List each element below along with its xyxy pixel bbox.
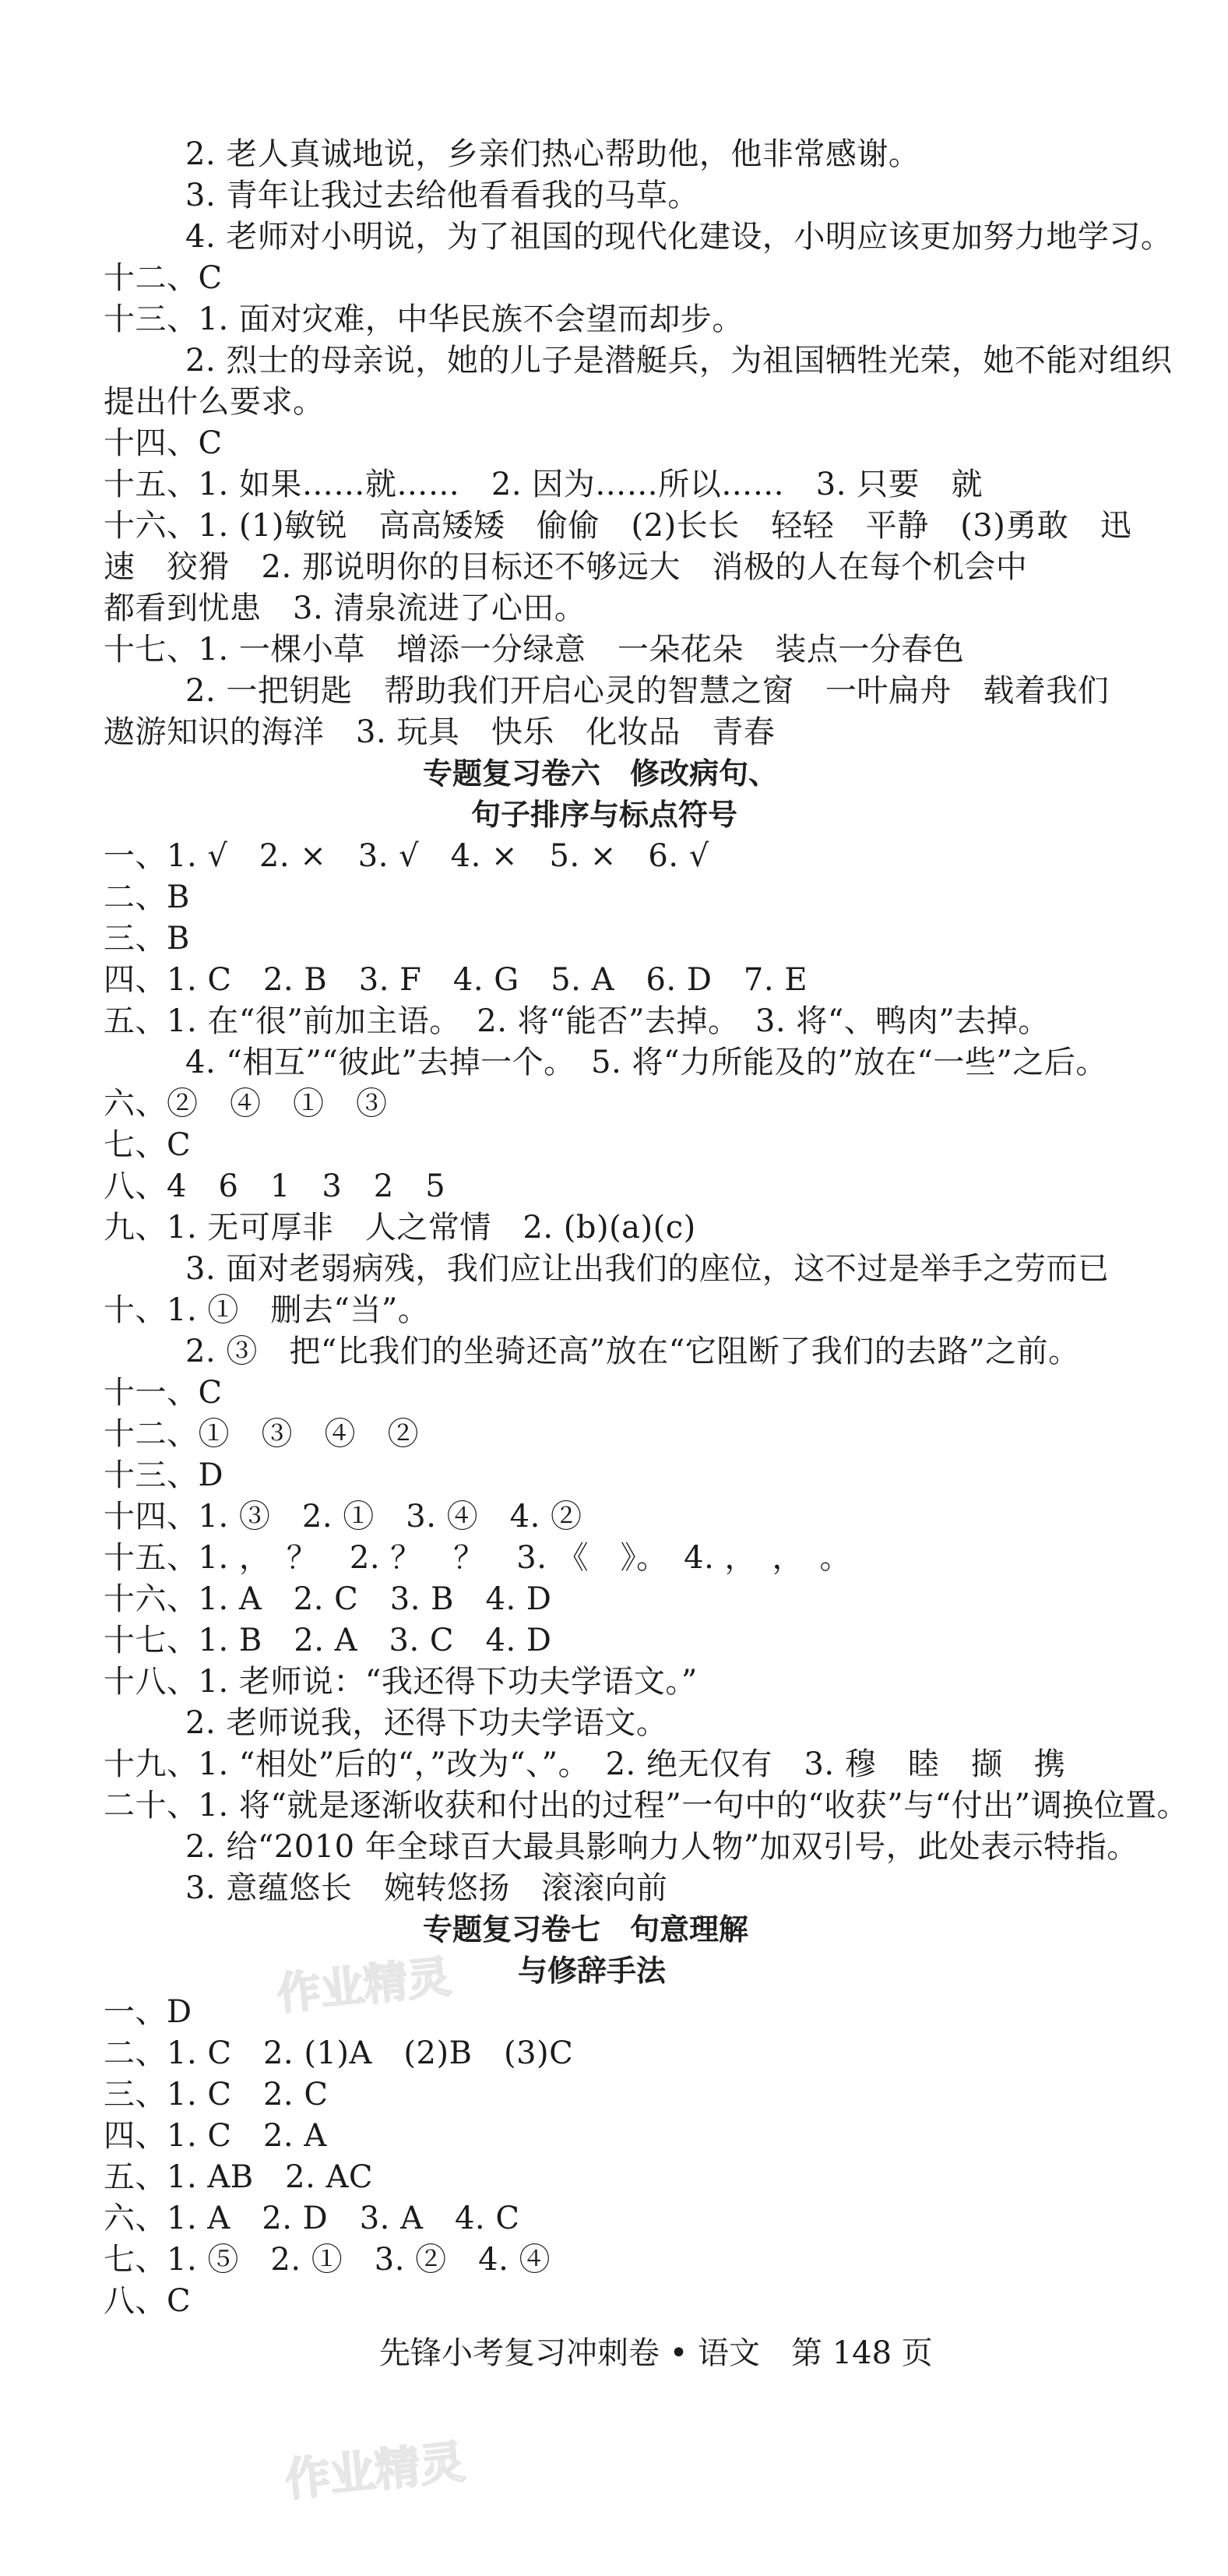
answer-line: 十八、1. 老师说：“我还得下功夫学语文。” — [104, 1664, 698, 1700]
answer-line: 十九、1. “相处”后的“，”改为“、”。 2. 绝无仅有 3. 穆 睦 撷 携 — [104, 1746, 1066, 1782]
page-footer: 先锋小考复习冲刺卷 • 语文 第 148 页 — [379, 2335, 933, 2371]
section-heading: 专题复习卷六 修改病句、 — [423, 756, 779, 791]
answer-line: 十二、① ③ ④ ② — [104, 1416, 419, 1452]
answer-line: 十四、1. ③ 2. ① 3. ④ 4. ② — [104, 1499, 582, 1535]
answer-line: 十四、C — [104, 425, 223, 461]
answer-line: 十七、1. 一棵小草 增添一分绿意 一朵花朵 装点一分春色 — [104, 632, 965, 668]
answer-line: 速 狡猾 2. 那说明你的目标还不够远大 消极的人在每个机会中 — [104, 549, 1028, 585]
answer-line: 2. 给“2010 年全球百大最具影响力人物”加双引号，此处表示特指。 — [185, 1829, 1138, 1865]
answer-line: 十二、C — [104, 260, 223, 296]
answer-line: 2. 烈士的母亲说，她的儿子是潜艇兵，为祖国牺牲光荣，她不能对组织 — [185, 343, 1173, 379]
answer-line: 4. “相互”“彼此”去掉一个。 5. 将“力所能及的”放在“一些”之后。 — [185, 1045, 1107, 1080]
watermark: 作业精灵 — [282, 2435, 468, 2507]
answer-line: 二十、1. 将“就是逐渐收获和付出的过程”一句中的“收获”与“付出”调换位置。 — [104, 1788, 1189, 1824]
answer-line: 十三、1. 面对灾难，中华民族不会望而却步。 — [104, 301, 744, 337]
answer-line: 二、B — [104, 879, 190, 915]
answer-line: 五、1. 在“很”前加主语。 2. 将“能否”去掉。 3. 将“、鸭肉”去掉。 — [104, 1003, 1050, 1039]
answer-line: 一、D — [104, 1994, 192, 2030]
answer-line: 2. 一把钥匙 帮助我们开启心灵的智慧之窗 一叶扁舟 载着我们 — [185, 673, 1110, 709]
answer-line: 十一、C — [104, 1375, 223, 1411]
answer-line: 3. 面对老弱病残，我们应让出我们的座位，这不过是举手之劳而已 — [185, 1251, 1110, 1287]
answer-line: 六、1. A 2. D 3. A 4. C — [104, 2201, 520, 2236]
answer-line: 十六、1. A 2. C 3. B 4. D — [104, 1581, 552, 1617]
answer-line: 六、② ④ ① ③ — [104, 1086, 388, 1122]
answer-line: 2. 老人真诚地说，乡亲们热心帮助他，他非常感谢。 — [185, 136, 920, 172]
answer-line: 2. 老师说我，还得下功夫学语文。 — [185, 1705, 668, 1741]
answer-line: 四、1. C 2. A — [104, 2118, 327, 2154]
watermark: 作业精灵 — [274, 1951, 454, 2021]
answer-line: 十五、1. 如果……就…… 2. 因为……所以…… 3. 只要 就 — [104, 467, 983, 502]
section-subheading: 与修辞手法 — [518, 1954, 667, 1988]
answer-line: 3. 意蕴悠长 婉转悠扬 滚滚向前 — [185, 1870, 668, 1906]
answer-line: 八、C — [104, 2283, 192, 2319]
answer-line: 2. ③ 把“比我们的坐骑还高”放在“它阻断了我们的去路”之前。 — [185, 1334, 1080, 1369]
section-subheading: 句子排序与标点符号 — [471, 798, 738, 832]
answer-line: 三、1. C 2. C — [104, 2077, 329, 2113]
answer-line: 十六、1. (1)敏锐 高高矮矮 偷偷 (2)长长 轻轻 平静 (3)勇敢 迅 — [104, 508, 1132, 544]
answer-line: 遨游知识的海洋 3. 玩具 快乐 化妆品 青春 — [104, 714, 776, 750]
answer-line: 十五、1. ， ？ 2. ？ ？ 3. 《 》。 4. ， ， 。 — [104, 1540, 852, 1576]
answer-line: 四、1. C 2. B 3. F 4. G 5. A 6. D 7. E — [104, 962, 808, 998]
answer-line: 3. 青年让我过去给他看看我的马草。 — [185, 178, 699, 213]
answer-line: 一、1. √ 2. × 3. √ 4. × 5. × 6. √ — [104, 838, 709, 874]
answer-line: 十、1. ① 删去“当”。 — [104, 1292, 430, 1328]
answer-line: 二、1. C 2. (1)A (2)B (3)C — [104, 2035, 574, 2071]
answer-line: 提出什么要求。 — [104, 384, 325, 420]
answer-line: 五、1. AB 2. AC — [104, 2159, 374, 2195]
answer-line: 九、1. 无可厚非 人之常情 2. (b)(a)(c) — [104, 1210, 696, 1246]
answer-line: 三、B — [104, 921, 190, 957]
answer-line: 七、C — [104, 1127, 192, 1163]
section-heading: 专题复习卷七 句意理解 — [423, 1912, 749, 1947]
answer-line: 十七、1. B 2. A 3. C 4. D — [104, 1623, 552, 1658]
answer-line: 4. 老师对小明说，为了祖国的现代化建设，小明应该更加努力地学习。 — [185, 219, 1173, 255]
answer-line: 都看到忧患 3. 清泉流进了心田。 — [104, 590, 586, 626]
answer-line: 七、1. ⑤ 2. ① 3. ② 4. ④ — [104, 2242, 551, 2278]
answer-line: 八、4 6 1 3 2 5 — [104, 1168, 446, 1204]
answer-line: 十三、D — [104, 1457, 224, 1493]
